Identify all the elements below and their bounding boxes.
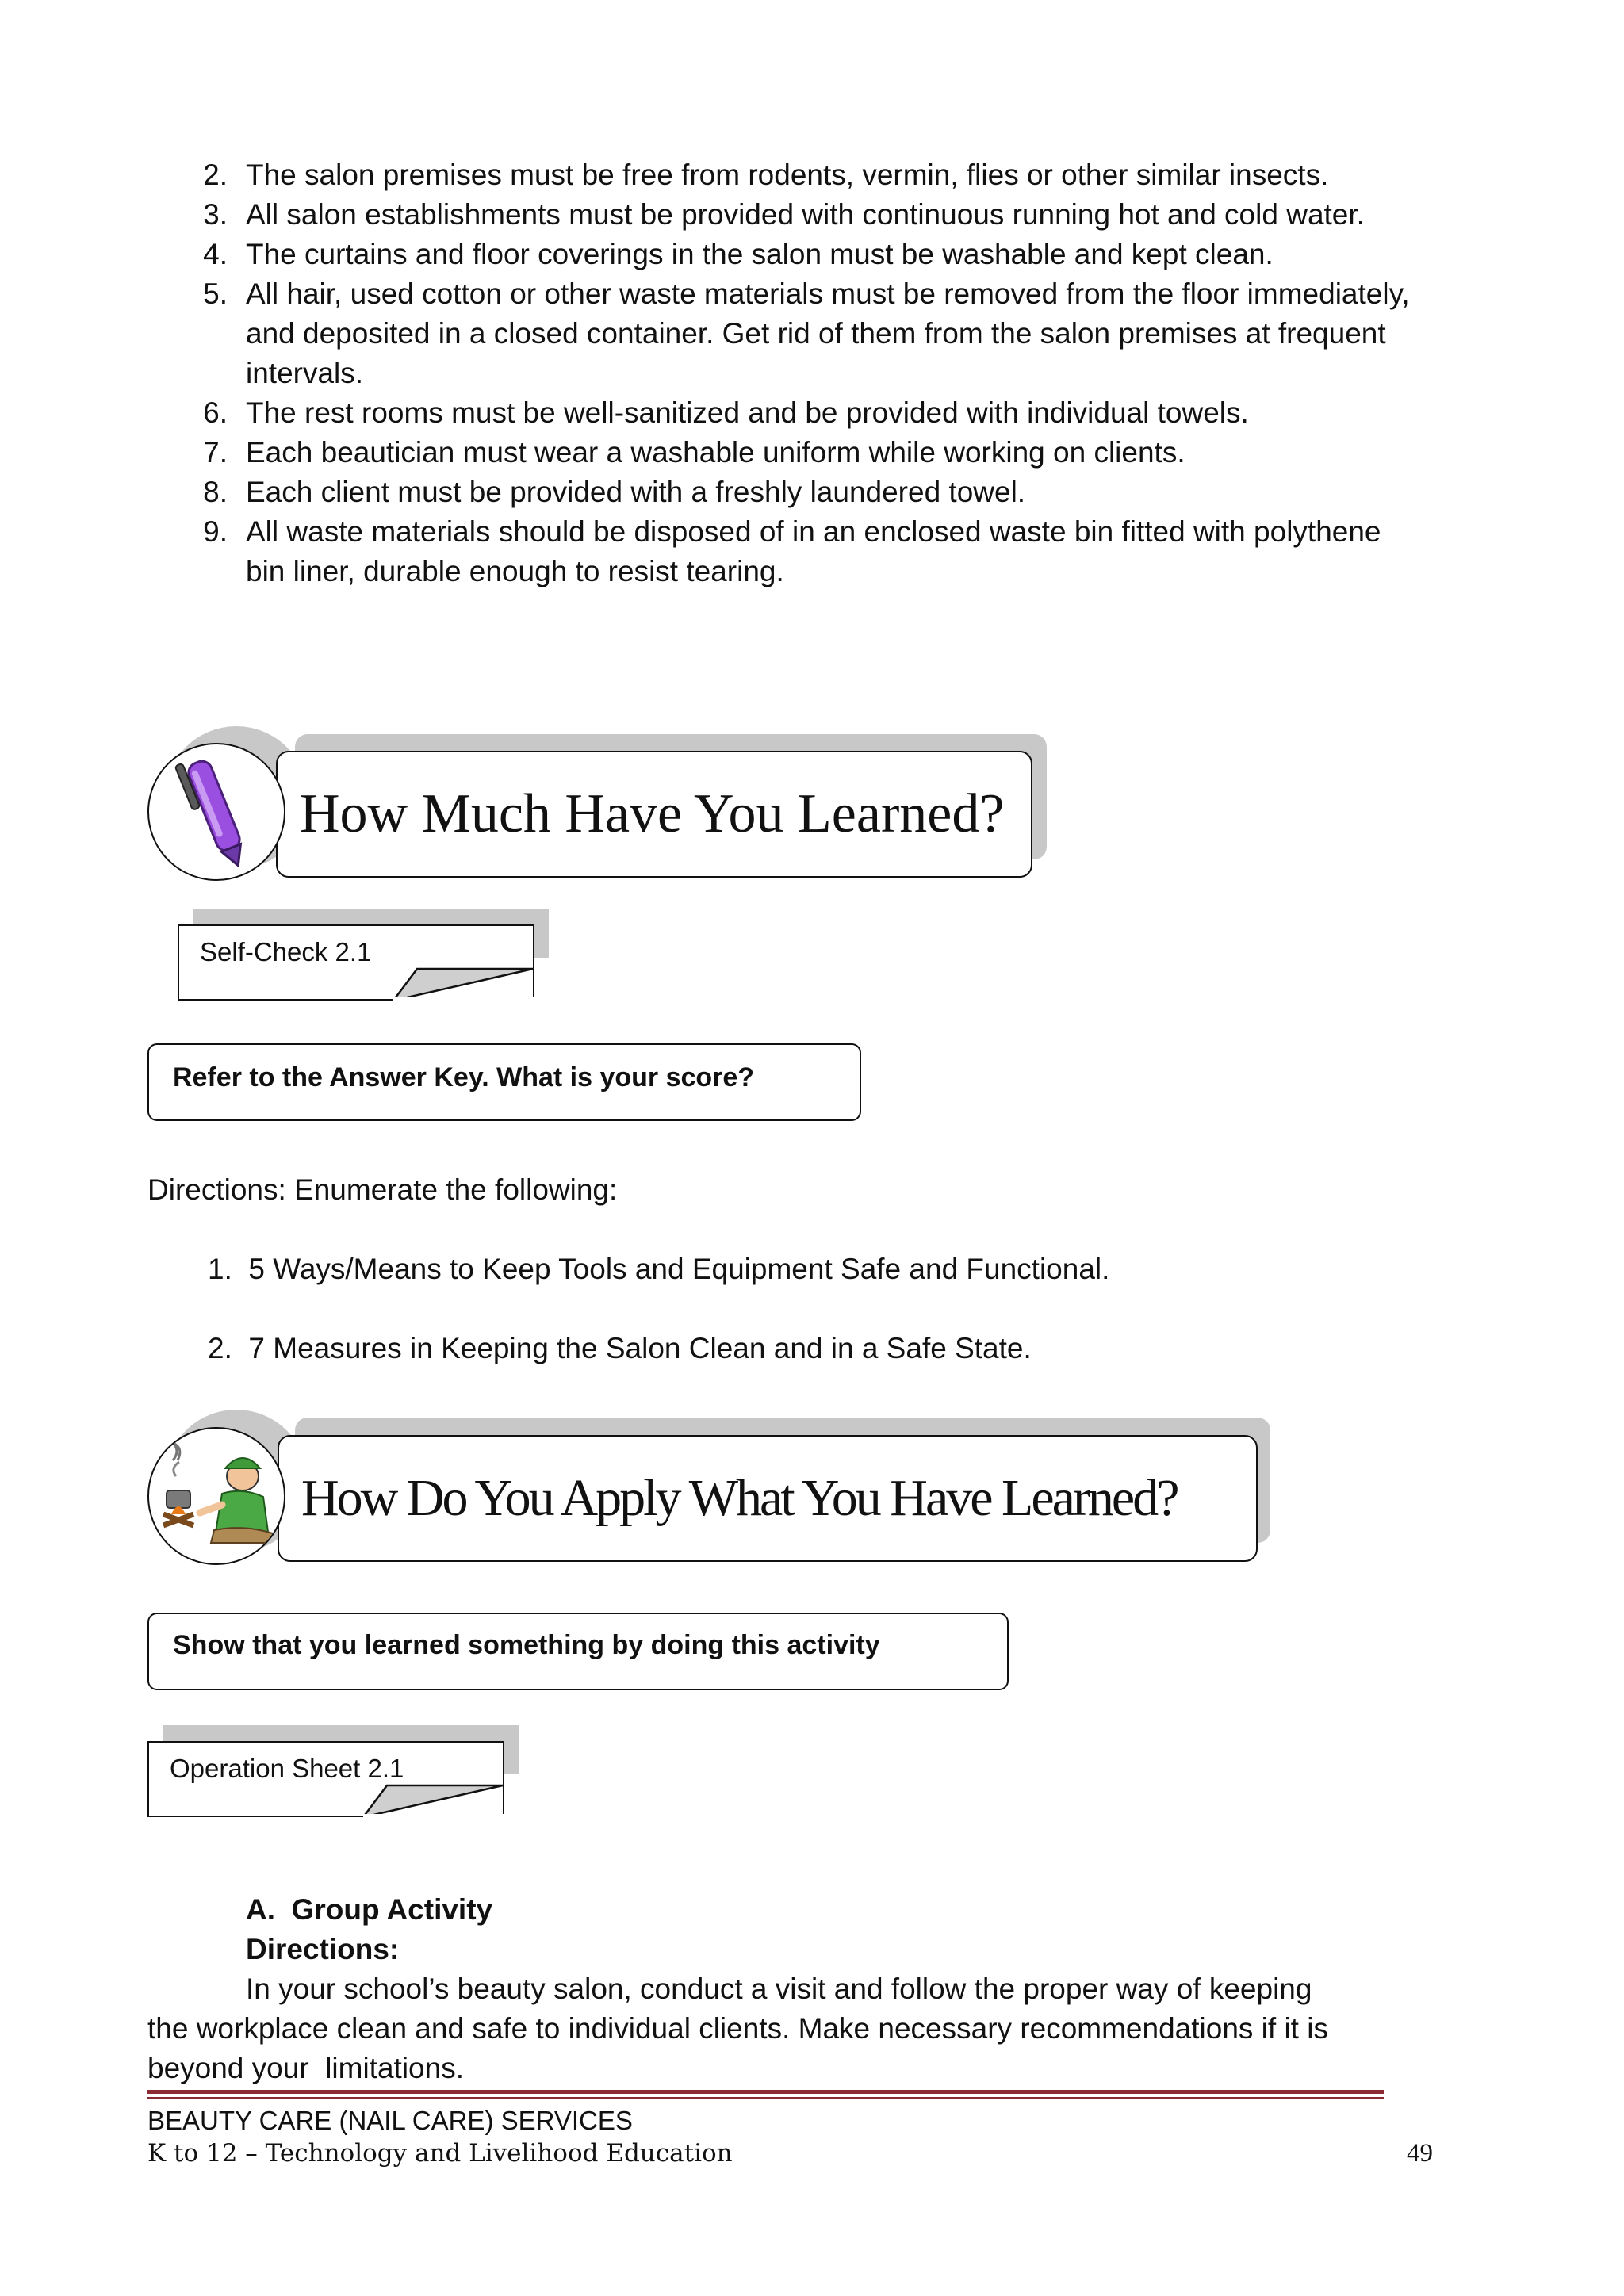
list-item: 9. All waste materials should be disposed of in an enclosed waste bin fitted with polythene bin liner, durable enough to resist tearing. [203, 515, 1381, 587]
instruction-text: Refer to the Answer Key. What is your score? [173, 1062, 755, 1093]
instruction-text: Show that you learned something by doing this activity [173, 1630, 880, 1660]
page-number: 49 [1407, 2139, 1433, 2168]
self-check-tag [178, 924, 534, 1001]
directions-text: Directions: Enumerate the following: [147, 1173, 618, 1206]
enumerate-item: 1. 5 Ways/Means to Keep Tools and Equipment Safe and Functional. [208, 1253, 1110, 1285]
footer-rule [147, 2097, 1384, 2099]
section-title-apply: How Do You Apply What You Have Learned? [301, 1469, 1178, 1527]
list-item: 3. All salon establishments must be provided with continuous running hot and cold water. [203, 198, 1365, 231]
pen-icon [147, 743, 285, 881]
activity-paragraph-line2: the workplace clean and safe to individual clients. Make necessary recommendations if it is [147, 2012, 1328, 2045]
rules-list [194, 155, 1415, 591]
instruction-box-learned [147, 1043, 861, 1121]
activity-paragraph-line1: In your school’s beauty salon, conduct a visit and follow the proper way of keeping [246, 1973, 1312, 2005]
activity-heading: A. Group Activity [246, 1893, 493, 1926]
list-item: 5. All hair, used cotton or other waste materials must be removed from the floor immediately, and deposited in a closed container. Get rid of them from the salon premises at frequent intervals. [203, 277, 1410, 389]
section-title-learned: How Much Have You Learned? [300, 783, 1005, 844]
page-curl-icon [393, 967, 534, 1001]
instruction-box-apply [147, 1613, 1009, 1690]
banner-apply [278, 1435, 1258, 1562]
footer-course: BEAUTY CARE (NAIL CARE) SERVICES [147, 2106, 633, 2135]
activity-paragraph-line3: beyond your limitations. [147, 2052, 464, 2084]
list-item: 6. The rest rooms must be well-sanitized and be provided with individual towels. [203, 396, 1249, 429]
footer-rule [147, 2090, 1384, 2094]
list-item: 7. Each beautician must wear a washable uniform while working on clients. [203, 436, 1185, 469]
list-item: 8. Each client must be provided with a freshly laundered towel. [203, 476, 1026, 508]
footer-program: K to 12 – Technology and Livelihood Education [147, 2139, 733, 2168]
campfire-worker-icon [147, 1427, 285, 1565]
list-item: 2. The salon premises must be free from rodents, vermin, flies or other similar insects. [203, 159, 1329, 191]
banner-learned [276, 751, 1032, 878]
operation-sheet-tag [147, 1741, 504, 1817]
page-curl-icon [363, 1784, 504, 1817]
directions-heading: Directions: [246, 1933, 400, 1965]
operation-sheet-label: Operation Sheet 2.1 [170, 1754, 404, 1783]
list-item: 4. The curtains and floor coverings in the salon must be washable and kept clean. [203, 238, 1274, 270]
enumerate-item: 2. 7 Measures in Keeping the Salon Clean and in a Safe State. [208, 1332, 1032, 1364]
self-check-label: Self-Check 2.1 [200, 937, 372, 966]
